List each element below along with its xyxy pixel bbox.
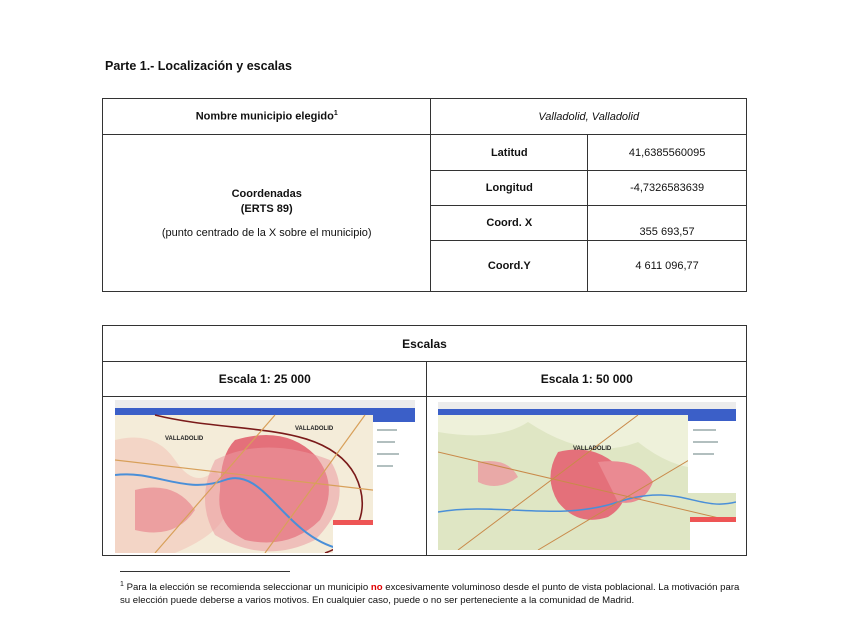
municipio-label: Nombre municipio elegido$^1$ xyxy=(103,99,431,135)
footnote-emphasis: no xyxy=(370,582,383,594)
footnote: $^1$ Para la elección se recomienda seleccionar un municipio no excesivamente voluminoso desde el punto de vista poblacional. La motivación para su elección puede deberse a varios motivos. En cualquier caso, puede o no ser perteneciente a la comunidad de Madrid. xyxy=(120,581,740,607)
section-title: Parte 1.- Localización y escalas xyxy=(105,59,292,73)
footnote-ref: 1 xyxy=(333,110,338,118)
location-table xyxy=(102,98,747,292)
coord-x-label: Coord. X xyxy=(431,206,588,241)
coords-label: Coordenadas (ERTS 89) (punto centrado de la X sobre el municipio) xyxy=(103,135,431,292)
coord-y-value: 4 611 096,77 xyxy=(588,241,747,292)
map-label-valladolid: VALLADOLID xyxy=(164,435,203,442)
longitud-value: -4,7326583639 xyxy=(588,171,747,206)
latitud-value: 41,6385560095 xyxy=(588,135,747,171)
map-label-valladolid-2: VALLADOLID xyxy=(294,425,333,432)
latitud-label: Latitud xyxy=(431,135,588,171)
scales-header: Escalas xyxy=(103,326,747,362)
scales-table xyxy=(102,325,747,556)
map-label-valladolid-3: VALLADOLID xyxy=(572,446,611,452)
municipio-value: Valladolid, Valladolid xyxy=(431,99,747,135)
scale-50000-label: Escala 1: 50 000 xyxy=(427,362,747,397)
coord-y-label: Coord.Y xyxy=(431,241,588,292)
map-50000 xyxy=(438,402,736,550)
map-25000 xyxy=(115,400,415,553)
coord-x-value: 355 693,57 xyxy=(588,206,747,241)
scale-25000-label: Escala 1: 25 000 xyxy=(103,362,427,397)
footnote-separator xyxy=(120,571,290,572)
longitud-label: Longitud xyxy=(431,171,588,206)
